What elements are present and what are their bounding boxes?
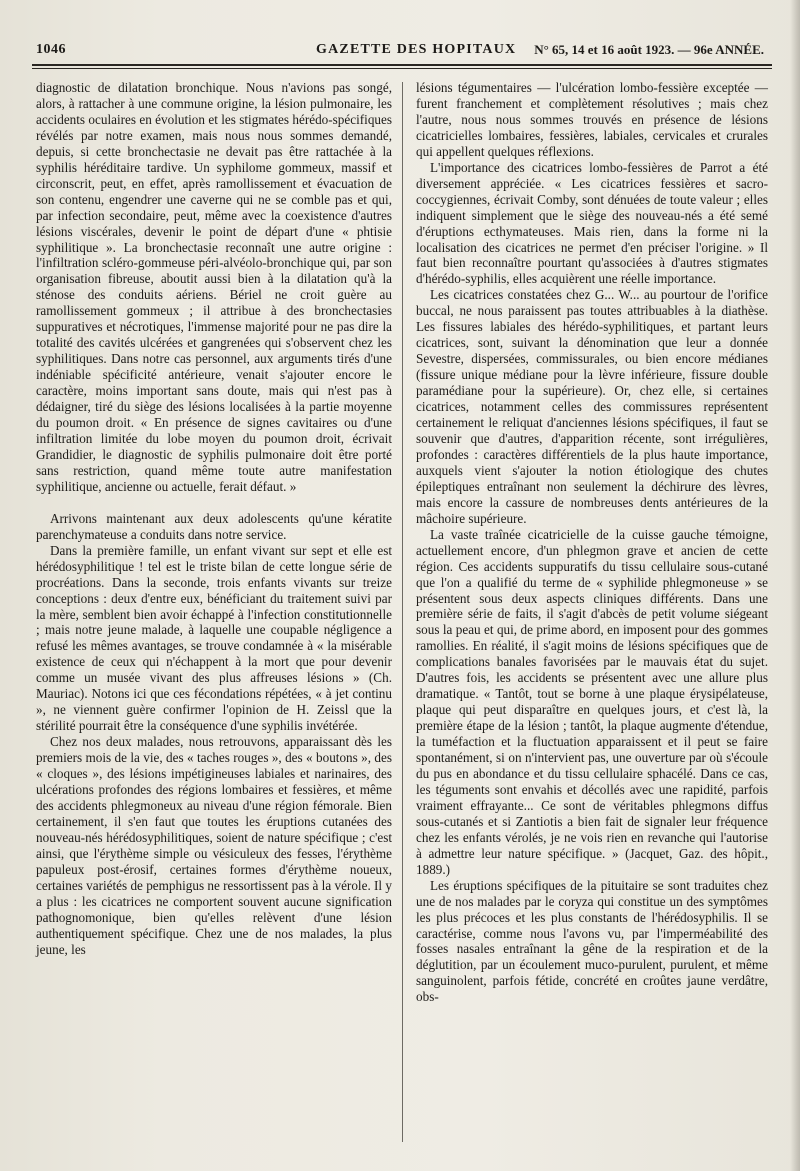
paragraph: lésions tégumentaires — l'ulcération lombo-fessière exceptée — furent franchement et complètement résolutives ; mais chez l'autre, nous nous sommes trouvés en présence de lésions cicatricielles lombaires, fessières, labiales, cervicales et crurales qui appellent quelques réflexions. [416,80,768,159]
paragraph: Chez nos deux malades, nous retrouvons, apparaissant dès les premiers mois de la vie, des « taches rouges », des « boutons », des « cloques », des lésions impétigineuses labiales et narinaires, des ulcérations profondes des régions lombaires et fessières, et même des accidents phlegmoneux au niveau d'une région fémorale. Bien certainement, il s'en faut que toutes les éruptions cutanées des nouveau-nés hérédosyphilitiques, soient de nature spécifique ; c'est ainsi, que l'érythème simple ou vésiculeux des fesses, l'érythème papuleux post-érosif, certaines formes d'érythème noueux, certaines variétés de pemphigus ne ressortissent pas à la vérole. Il y a plus : les cicatrices ne comportent souvent aucune signification pathognomonique, bien qu'elles relèvent d'une lésion authentiquement spécifique. Chez une de nos malades, la plus jeune, les [36,734,392,957]
page-edge-shadow [790,0,800,1171]
right-column [416,80,768,1005]
paragraph: diagnostic de dilatation bronchique. Nous n'avions pas songé, alors, à rattacher à une commune origine, la lésion pulmonaire, les accidents oculaires en évolution et les stigmates hérédo-spécifiques révélés par notre examen, mais nous nous sommes demandé, depuis, si cette bronchectasie ne devait pas être rattachée à la syphilis héréditaire tardive. Un syphilome gommeux, massif et circonscrit, peut, en effet, après ramollissement et évacuation de son contenu, engendrer une caverne qui ne se comble pas et qui, par infection secondaire, peut, même avec la coexistence d'autres lésions viscérales, devenir le point de départ d'une « phtisie syphilitique ». La bronchectasie reconnaît une autre origine : l'infiltration scléro-gommeuse péri-alvéolo-bronchique qui, par son organisation fibreuse, aboutit aussi bien à la dilatation qu'à la sténose des conduits aériens. Bériel ne croit guère au ramollissement gommeux ; il attribue à des bronchectasies suppuratives et nécrotiques, l'immense majorité pour ne pas dire la totalité des cavités ulcérées et gangrenées qui s'observent chez les syphilitiques. Dans notre cas personnel, aux arguments tirés d'une indéniable spécificité antérieure, venait s'ajouter encore le caractère, moins important sans doute, mais qui n'est pas à dédaigner, tiré du siège des lésions localisées à la partie moyenne du poumon droit. « En présence de signes cavitaires ou d'une infiltration limitée du lobe moyen du poumon droit, écrivait Grandidier, le diagnostic de syphilis pulmonaire doit être porté sans restriction, quand même toute autre manifestation syphilitique, ancienne ou actuelle, ferait défaut. » [36,80,392,494]
issue-info: N° 65, 14 et 16 août 1923. — 96e ANNÉE. [534,42,764,57]
column-separator [402,82,403,1142]
paragraph: L'importance des cicatrices lombo-fessières de Parrot a été diversement appréciée. « Les cicatrices fessières et sacro-coccygiennes, écrivait Comby, sont dénuées de toute valeur ; elles indiquent simplement que le siège des nouveau-nés a été semé d'éruptions ecthymateuses. Mais rien, dans la forme ni la localisation des cicatrices ne permet d'en préciser l'origine. » Il faut bien reconnaître pourtant qu'associées à d'autres stigmates d'hérédo-syphilis, elles acquièrent une réelle importance. [416,159,768,287]
paragraph: Dans la première famille, un enfant vivant sur sept et elle est hérédosyphilitique ! tel est le triste bilan de cette longue série de procréations. Dans la seconde, trois enfants vivants sur treize conceptions : deux d'entre eux, bénéficiant du traitement suivi par la mère, semblent bien avoir échappé à l'infection constitutionnelle ; mais notre jeune malade, à laquelle une coupable négligence a refusé les mêmes avantages, se trouve condamnée à « la misérable existence de ceux qui n'échappent à la mort que pour devenir comme un musée vivant des plus affreuses lésions » (Ch. Mauriac). Notons ici que ces fécondations répétées, « à jet continu », ne viennent guère confirmer l'opinion de H. Zeissl que la stérilité pourrait être la conséquence d'une syphilis invétérée. [36,542,392,734]
header-rule-thick [32,64,772,66]
paragraph: Les cicatrices constatées chez G... W... au pourtour de l'orifice buccal, ne nous paraissent pas toutes attribuables à la diathèse. Les fissures labiales des hérédo-syphilitiques, et partant leurs cicatrices, sont, suivant la dénomination que leur a donnée Sevestre, dispersées, commissurales, ou bien encore médianes (fissure unique médiane pour la lèvre inférieure, fissure double paramédiane pour la supérieure). Or, chez elle, si certaines cicatrices, notamment celles des commissures représentent certainement le reliquat d'anciennes lésions spécifiques, il faut se souvenir que d'autres, d'apparition récente, sont irrégulières, profondes : caractères différentiels de la plus haute importance, auxquels vient s'ajouter la notion étiologique des chutes épileptiques entraînant non seulement la déchirure des lèvres, mais encore la cassure de nombreuses dents antérieures de la mâchoire supérieure. [416,287,768,526]
paragraph: La vaste traînée cicatricielle de la cuisse gauche témoigne, actuellement encore, d'un phlegmon grave et ancien de cette région. Ces accidents suppuratifs du tissu cellulaire sous-cutané que l'on a qualifié du terme de « syphilide phlegmoneuse » se présentent sous deux aspects cliniques différents. Dans une première série de faits, il s'agit d'abcès de petit volume siégeant sous la peau et qui, de prime abord, en imposent pour des gommes ramollies. En réalité, il s'agit moins de lésions spécifiques que de complications banales favorisées par le mauvais état du sujet. D'autres fois, les accidents se présentent avec une allure plus dramatique. « Tantôt, tout se borne à une plaque érysipélateuse, plaque qui peut disparaître en quelques jours, et c'est là, la première étape de la lésion ; tantôt, la plaque augmente d'étendue, la tuméfaction et la fluctuation apparaissent et il peut se faire spontanément, si on n'intervient pas, une ouverture par où s'écoule du pus en abondance et du tissu cellulaire sphacélé. Dans ce cas, les téguments sont envahis et décollés avec une rapidité, parfois vraiment effrayante... Ce sont de véritables phlegmons diffus sous-cutanés et si Zantiotis a bien fait de signaler leur fréquence chez les enfants vérolés, je ne vois rien en revanche qui l'autorise à admettre leur nature spécifique. » (Jacquet, Gaz. des hôpit., 1889.) [416,526,768,877]
page-header [34,42,770,64]
journal-title: GAZETTE DES HOPITAUX [316,42,517,57]
paragraph: Les éruptions spécifiques de la pituitaire se sont traduites chez une de nos malades par le coryza qui constitue un des symptômes les plus précoces et les plus constants de l'hérédosyphilis. Il se caractérise, comme nous l'avons vu, par l'imperméabilité des fosses nasales entraînant la gêne de la respiration et de la déglutition, par un écoulement muco-purulent, purulent, et même sanguinolent, parfois fétide, concrété en croûtes jaune verdâtre, obs- [416,877,768,1005]
paragraph: Arrivons maintenant aux deux adolescents qu'une kératite parenchymateuse a conduits dans notre service. [36,510,392,542]
page-number: 1046 [36,42,66,57]
left-column [36,80,392,957]
header-rule-thin [32,68,772,69]
